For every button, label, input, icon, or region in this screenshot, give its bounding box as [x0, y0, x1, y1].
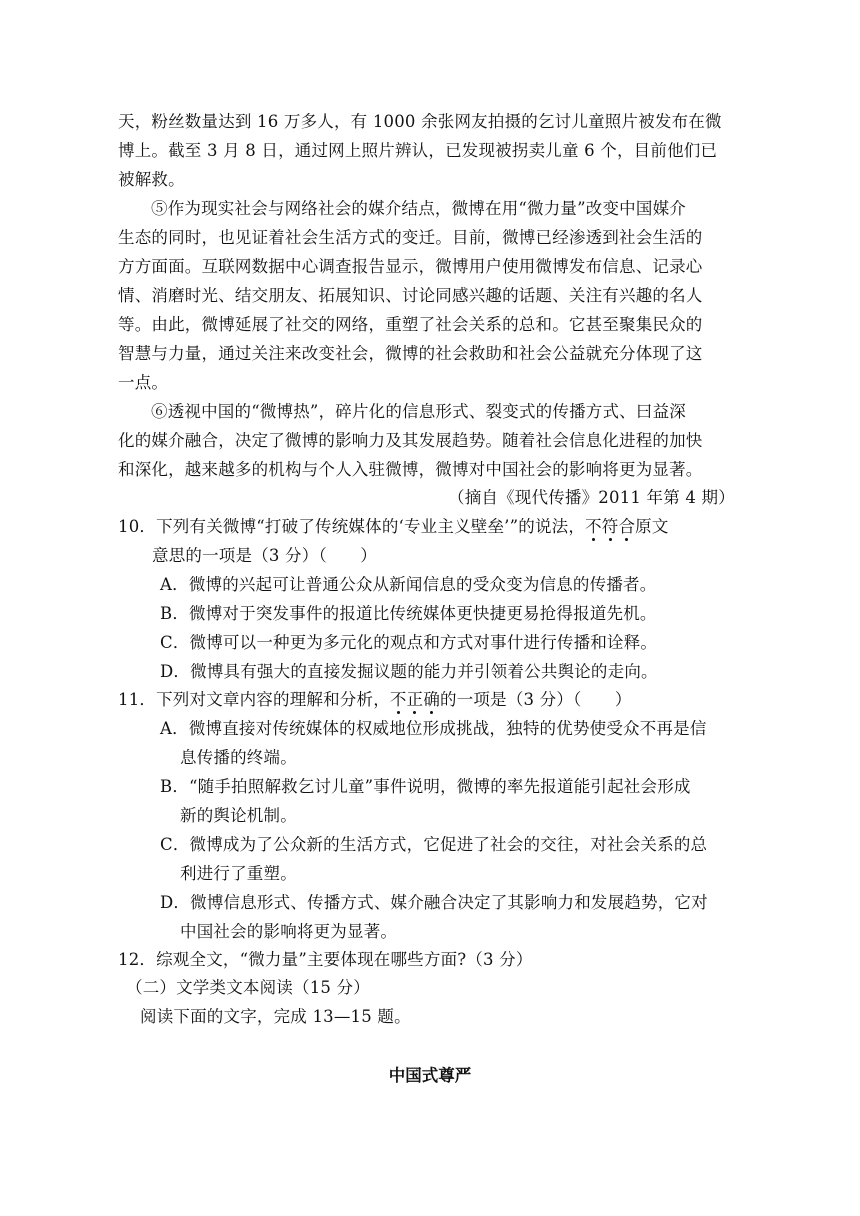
question-11-option-b-cont: 新的舆论机制。 — [180, 806, 297, 825]
question-12: 12．综观全文，“微力量”主要体现在哪些方面?（3 分） — [118, 950, 533, 969]
question-11-text: 11．下列对文章内容的理解和分析， — [118, 690, 390, 709]
emphasis-char: 确 — [423, 690, 441, 709]
paragraph-5-line-6: 智慧与力量，通过关注来改变社会，微博的社会救助和社会公益就充分体现了这 — [118, 344, 703, 363]
question-10-option-b[interactable]: B．微博对于突发事件的报道比传统媒体更快捷更易抢得报道先机。 — [160, 604, 657, 623]
emphasis-char: 合 — [618, 517, 636, 536]
question-11-option-a[interactable]: A．微博直接对传统媒体的权威地位形成挑战，独特的优势使受众不再是信 — [160, 719, 707, 738]
paragraph-4-line-3: 被解救。 — [118, 170, 185, 189]
emphasis-char: 符 — [601, 517, 619, 536]
question-10-option-a[interactable]: A．微博的兴起可让普通公众从新闻信息的受众变为信息的传播者。 — [160, 575, 657, 594]
question-11-option-a-cont: 息传播的终端。 — [180, 748, 297, 767]
paragraph-5-line-7: 一点。 — [118, 373, 169, 392]
paragraph-4-line-2: 博上。截至 3 月 8 日，通过网上照片辨认，已发现被拐卖儿童 6 个，目前他们已 — [118, 141, 718, 160]
reading-instruction: 阅读下面的文字，完成 13—15 题。 — [140, 1007, 411, 1026]
paragraph-6-line-3: 和深化，越来越多的机构与个人入驻微博，微博对中国社会的影响将更为显著。 — [118, 460, 703, 479]
question-10-text-end: 原文 — [635, 517, 669, 536]
paragraph-5-line-3: 方方面面。互联网数据中心调查报告显示，微博用户使用微博发布信息、记录心 — [118, 257, 703, 276]
question-10-option-c[interactable]: C．微博可以一种更为多元化的观点和方式对事什进行传播和诠释。 — [160, 633, 658, 652]
question-11-option-c-cont: 利进行了重塑。 — [180, 864, 297, 883]
paragraph-6-line-2: 化的媒介融合，决定了微博的影响力及其发展趋势。随着社会信息化进程的加快 — [118, 431, 703, 450]
paragraph-5-line-5: 等。由此，微博延展了社交的网络，重塑了社会关系的总和。它甚至聚集民众的 — [118, 315, 703, 334]
question-11-option-b[interactable]: B．“随手拍照解救乞讨儿童”事件说明，微博的率先报道能引起社会形成 — [160, 777, 691, 796]
question-10-option-d[interactable]: D．微博具有强大的直接发掘议题的能力并引领着公共舆论的走向。 — [160, 662, 658, 681]
paragraph-5-line-4: 情、消磨时光、结交朋友、拓展知识、讨论同感兴趣的话题、关注有兴趣的名人 — [118, 286, 703, 305]
emphasis-char: 不 — [585, 517, 602, 536]
question-11-option-d[interactable]: D．微博信息形式、传播方式、媒介融合决定了其影响力和发展趋势，它对 — [160, 893, 708, 912]
question-11-text-end: 的一项是（3 分）（ ） — [440, 690, 632, 709]
question-10-stem-line-2: 意思的一项是（3 分）（ ） — [152, 546, 377, 565]
question-10-text: 10．下列有关微博“打破了传统媒体的‘专业主义壁垒’”的说法， — [118, 517, 586, 536]
story-title: 中国式尊严 — [388, 1066, 472, 1085]
paragraph-4-line-1: 天，粉丝数量达到 16 万多人，有 1000 余张网友拍摄的乞讨儿童照片被发布在微 — [118, 112, 722, 131]
section-heading: （二）文学类文本阅读（15 分） — [126, 978, 370, 997]
question-10-stem — [118, 517, 669, 537]
emphasis-char: 正 — [406, 690, 424, 709]
emphasis-char: 不 — [389, 690, 407, 709]
paragraph-5-line-1: ⑤作为现实社会与网络社会的媒介结点，微博在用“微力量”改变中国媒介 — [151, 199, 686, 218]
paragraph-6-line-1: ⑥透视中国的“微博热”，碎片化的信息形式、裂变式的传播方式、曰益深 — [151, 402, 686, 421]
source-citation: （摘自《现代传播》2011 年第 4 期） — [448, 488, 735, 507]
paragraph-5-line-2: 生态的同时，也见证着社会生活方式的变迁。目前，微博已经渗透到社会生活的 — [118, 228, 703, 247]
question-11-stem — [118, 690, 632, 710]
question-11-option-d-cont: 中国社会的影响将更为显著。 — [180, 922, 398, 941]
question-11-option-c[interactable]: C．微博成为了公众新的生活方式，它促进了社会的交往，对社会关系的总 — [160, 835, 708, 854]
